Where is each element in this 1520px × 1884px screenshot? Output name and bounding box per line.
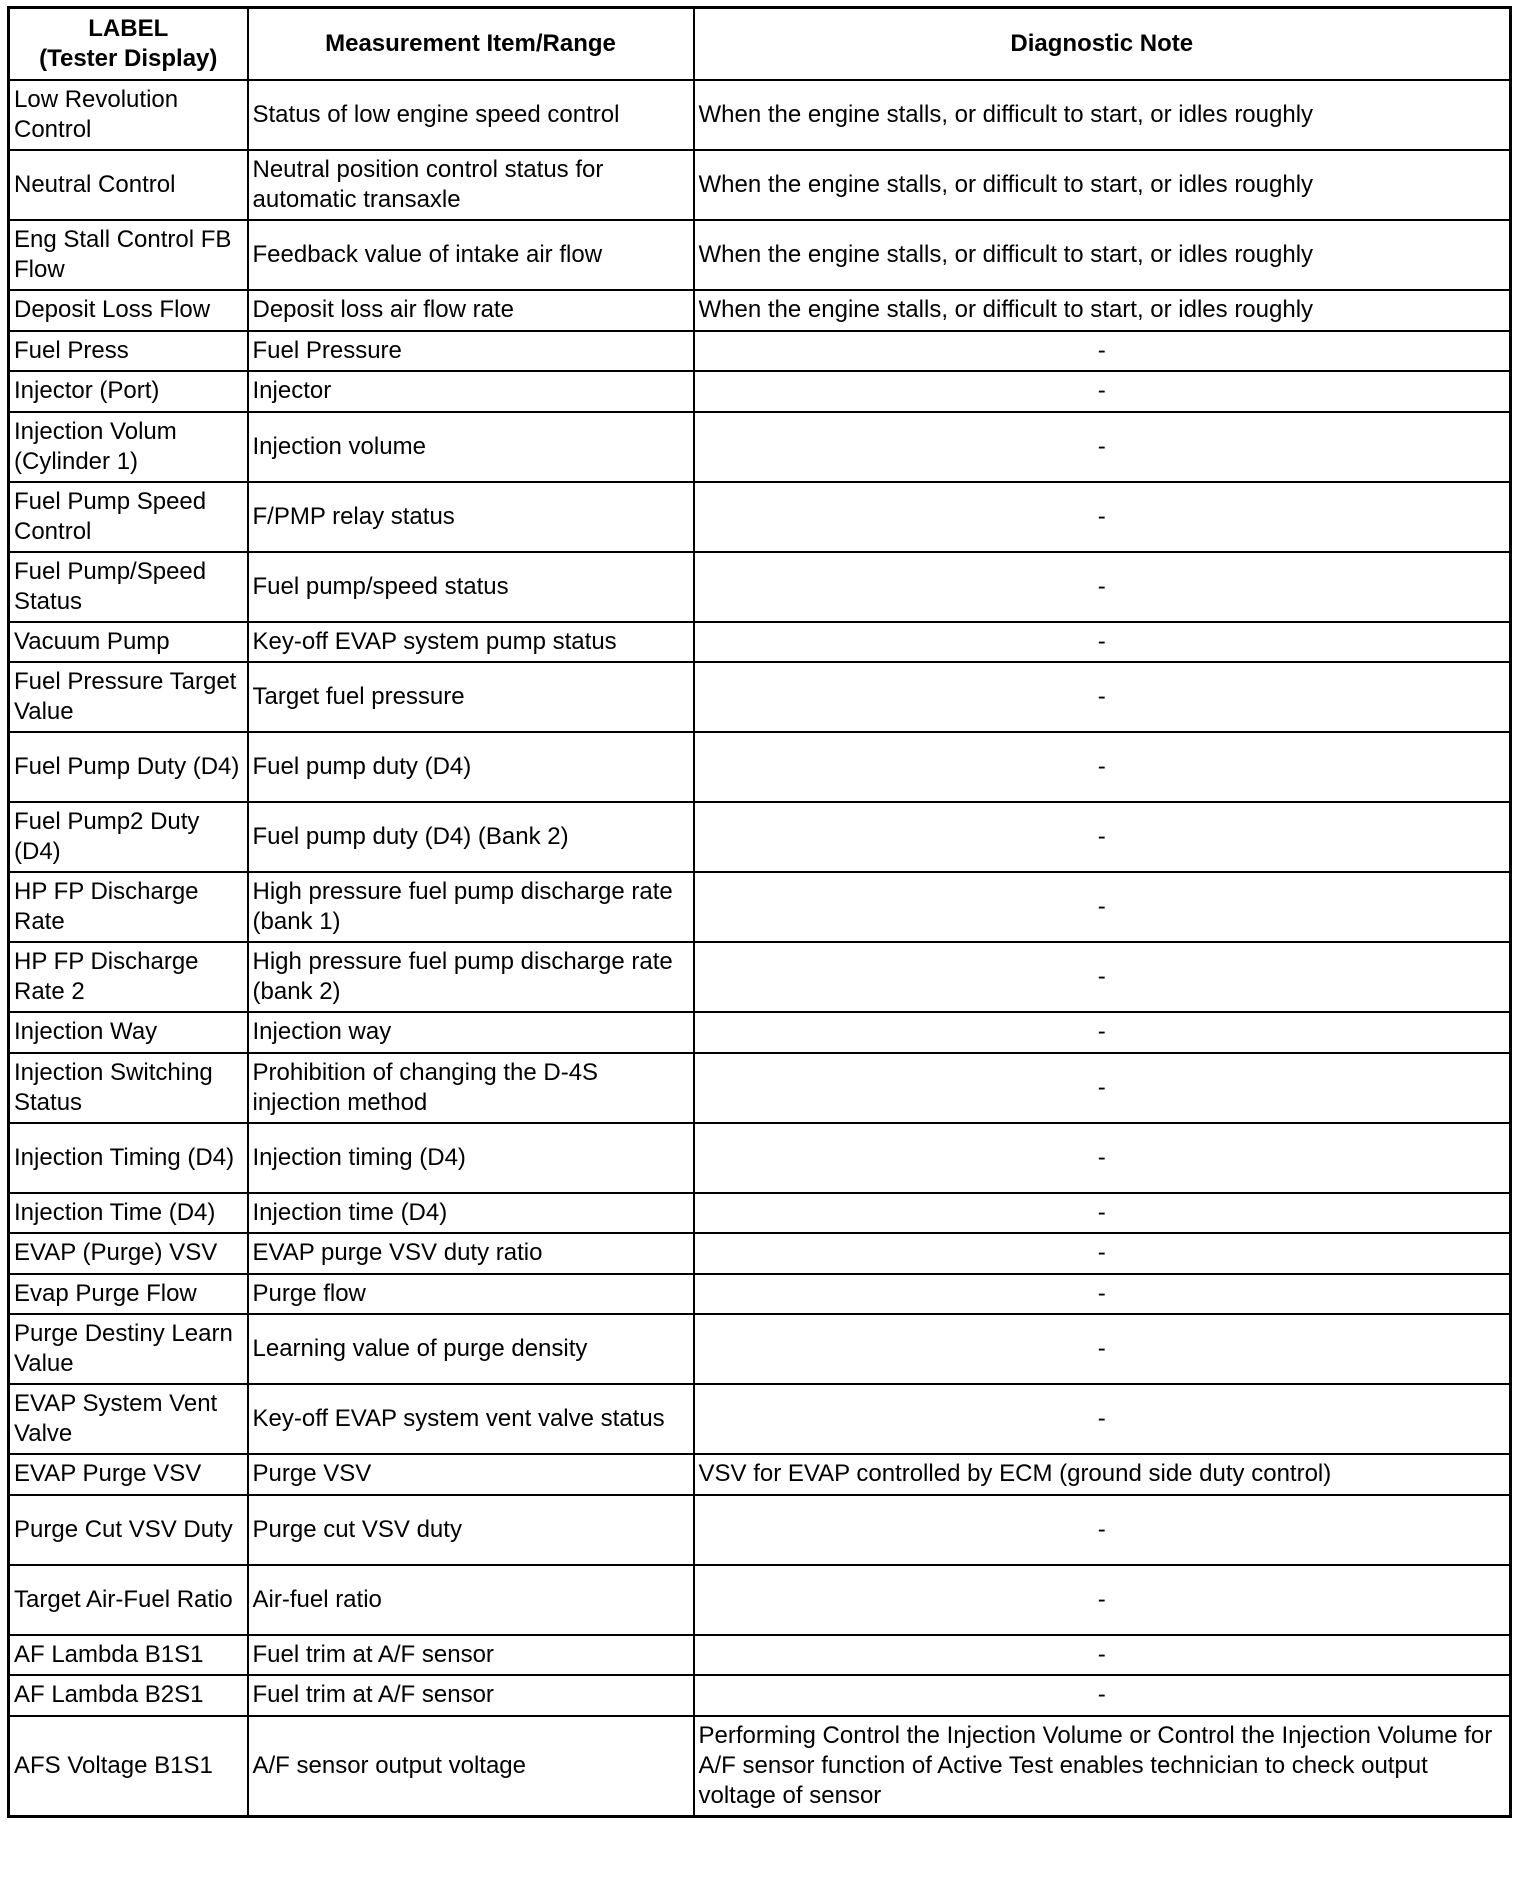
table-row	[9, 1314, 1511, 1384]
cell-measurement: Feedback value of intake air flow	[248, 220, 694, 290]
cell-diagnostic-note: -	[694, 1123, 1511, 1193]
cell-label: Neutral Control	[9, 150, 248, 220]
table-row	[9, 1123, 1511, 1193]
table-row	[9, 1384, 1511, 1454]
cell-diagnostic-note: -	[694, 482, 1511, 552]
cell-diagnostic-note: -	[694, 1495, 1511, 1565]
table-row	[9, 290, 1511, 331]
cell-measurement: Air-fuel ratio	[248, 1565, 694, 1635]
cell-diagnostic-note: -	[694, 732, 1511, 802]
cell-label: AFS Voltage B1S1	[9, 1716, 248, 1817]
cell-measurement: EVAP purge VSV duty ratio	[248, 1233, 694, 1274]
table-row	[9, 1012, 1511, 1053]
cell-measurement: Key-off EVAP system vent valve status	[248, 1384, 694, 1454]
cell-label: Injection Volum (Cylinder 1)	[9, 412, 248, 482]
cell-diagnostic-note: When the engine stalls, or difficult to start, or idles roughly	[694, 150, 1511, 220]
cell-diagnostic-note: -	[694, 1384, 1511, 1454]
table-row	[9, 1233, 1511, 1274]
cell-measurement: Fuel pump duty (D4)	[248, 732, 694, 802]
cell-measurement: Injection way	[248, 1012, 694, 1053]
cell-diagnostic-note: -	[694, 1053, 1511, 1123]
table-row	[9, 732, 1511, 802]
cell-label: Fuel Press	[9, 331, 248, 372]
cell-label: Low Revolution Control	[9, 80, 248, 150]
cell-diagnostic-note: -	[694, 331, 1511, 372]
cell-diagnostic-note: Performing Control the Injection Volume or Control the Injection Volume for A/F sensor function of Active Test enables technician to check output voltage of sensor	[694, 1716, 1511, 1817]
table-row	[9, 802, 1511, 872]
header-label-line1: LABEL	[88, 15, 169, 42]
cell-label: Fuel Pump2 Duty (D4)	[9, 802, 248, 872]
cell-diagnostic-note: -	[694, 371, 1511, 412]
table-row	[9, 331, 1511, 372]
data-list-table	[7, 6, 1512, 1818]
cell-label: AF Lambda B1S1	[9, 1635, 248, 1676]
cell-label: AF Lambda B2S1	[9, 1675, 248, 1716]
cell-diagnostic-note: -	[694, 1675, 1511, 1716]
cell-label: Fuel Pump Duty (D4)	[9, 732, 248, 802]
cell-diagnostic-note: -	[694, 1012, 1511, 1053]
cell-label: HP FP Discharge Rate 2	[9, 942, 248, 1012]
table-row	[9, 1193, 1511, 1234]
table-header-row	[9, 8, 1511, 81]
table-row	[9, 1675, 1511, 1716]
table-row	[9, 942, 1511, 1012]
cell-label: Injection Timing (D4)	[9, 1123, 248, 1193]
table-row	[9, 412, 1511, 482]
cell-diagnostic-note: -	[694, 1274, 1511, 1315]
table-row	[9, 1053, 1511, 1123]
table-row	[9, 1716, 1511, 1817]
cell-diagnostic-note: VSV for EVAP controlled by ECM (ground side duty control)	[694, 1454, 1511, 1495]
cell-label: Injection Switching Status	[9, 1053, 248, 1123]
cell-label: Eng Stall Control FB Flow	[9, 220, 248, 290]
cell-diagnostic-note: When the engine stalls, or difficult to start, or idles roughly	[694, 290, 1511, 331]
header-label	[9, 8, 248, 81]
cell-label: Fuel Pump/Speed Status	[9, 552, 248, 622]
table-row	[9, 1635, 1511, 1676]
table-row	[9, 662, 1511, 732]
table-row	[9, 371, 1511, 412]
cell-measurement: Purge flow	[248, 1274, 694, 1315]
cell-measurement: Learning value of purge density	[248, 1314, 694, 1384]
cell-diagnostic-note: -	[694, 872, 1511, 942]
cell-label: EVAP System Vent Valve	[9, 1384, 248, 1454]
header-measurement: Measurement Item/Range	[248, 8, 694, 81]
cell-diagnostic-note: -	[694, 552, 1511, 622]
cell-measurement: Fuel pump duty (D4) (Bank 2)	[248, 802, 694, 872]
cell-label: Purge Cut VSV Duty	[9, 1495, 248, 1565]
cell-measurement: F/PMP relay status	[248, 482, 694, 552]
cell-measurement: Purge cut VSV duty	[248, 1495, 694, 1565]
table-row	[9, 872, 1511, 942]
cell-label: Injection Way	[9, 1012, 248, 1053]
cell-label: Injection Time (D4)	[9, 1193, 248, 1234]
cell-label: HP FP Discharge Rate	[9, 872, 248, 942]
cell-diagnostic-note: -	[694, 1635, 1511, 1676]
cell-measurement: Injection timing (D4)	[248, 1123, 694, 1193]
cell-label: Target Air-Fuel Ratio	[9, 1565, 248, 1635]
cell-diagnostic-note: -	[694, 1233, 1511, 1274]
table-row	[9, 1565, 1511, 1635]
cell-measurement: Deposit loss air flow rate	[248, 290, 694, 331]
cell-diagnostic-note: -	[694, 622, 1511, 663]
cell-measurement: Target fuel pressure	[248, 662, 694, 732]
cell-diagnostic-note: When the engine stalls, or difficult to start, or idles roughly	[694, 80, 1511, 150]
cell-measurement: Fuel Pressure	[248, 331, 694, 372]
cell-diagnostic-note: -	[694, 662, 1511, 732]
cell-measurement: Injection volume	[248, 412, 694, 482]
cell-diagnostic-note: -	[694, 1565, 1511, 1635]
cell-measurement: High pressure fuel pump discharge rate (bank 1)	[248, 872, 694, 942]
cell-measurement: Key-off EVAP system pump status	[248, 622, 694, 663]
table-row	[9, 1274, 1511, 1315]
table-row	[9, 80, 1511, 150]
cell-label: Fuel Pump Speed Control	[9, 482, 248, 552]
cell-diagnostic-note: -	[694, 412, 1511, 482]
cell-measurement: Status of low engine speed control	[248, 80, 694, 150]
cell-measurement: Fuel pump/speed status	[248, 552, 694, 622]
cell-measurement: Injector	[248, 371, 694, 412]
cell-label: Evap Purge Flow	[9, 1274, 248, 1315]
cell-diagnostic-note: -	[694, 1193, 1511, 1234]
table-row	[9, 1495, 1511, 1565]
cell-measurement: Fuel trim at A/F sensor	[248, 1635, 694, 1676]
cell-measurement: Injection time (D4)	[248, 1193, 694, 1234]
cell-measurement: Purge VSV	[248, 1454, 694, 1495]
cell-label: Vacuum Pump	[9, 622, 248, 663]
table-row	[9, 1454, 1511, 1495]
cell-measurement: A/F sensor output voltage	[248, 1716, 694, 1817]
cell-label: Injector (Port)	[9, 371, 248, 412]
table-row	[9, 482, 1511, 552]
cell-label: Deposit Loss Flow	[9, 290, 248, 331]
header-label-line2: (Tester Display)	[39, 45, 218, 72]
cell-diagnostic-note: When the engine stalls, or difficult to start, or idles roughly	[694, 220, 1511, 290]
cell-diagnostic-note: -	[694, 1314, 1511, 1384]
diagnostic-table-container	[7, 6, 1509, 1818]
cell-label: EVAP Purge VSV	[9, 1454, 248, 1495]
table-row	[9, 150, 1511, 220]
cell-label: Purge Destiny Learn Value	[9, 1314, 248, 1384]
cell-measurement: Fuel trim at A/F sensor	[248, 1675, 694, 1716]
cell-label: Fuel Pressure Target Value	[9, 662, 248, 732]
cell-measurement: Prohibition of changing the D-4S injection method	[248, 1053, 694, 1123]
header-note: Diagnostic Note	[694, 8, 1511, 81]
cell-diagnostic-note: -	[694, 802, 1511, 872]
table-row	[9, 552, 1511, 622]
table-row	[9, 220, 1511, 290]
cell-diagnostic-note: -	[694, 942, 1511, 1012]
cell-measurement: High pressure fuel pump discharge rate (bank 2)	[248, 942, 694, 1012]
table-row	[9, 622, 1511, 663]
cell-label: EVAP (Purge) VSV	[9, 1233, 248, 1274]
cell-measurement: Neutral position control status for automatic transaxle	[248, 150, 694, 220]
